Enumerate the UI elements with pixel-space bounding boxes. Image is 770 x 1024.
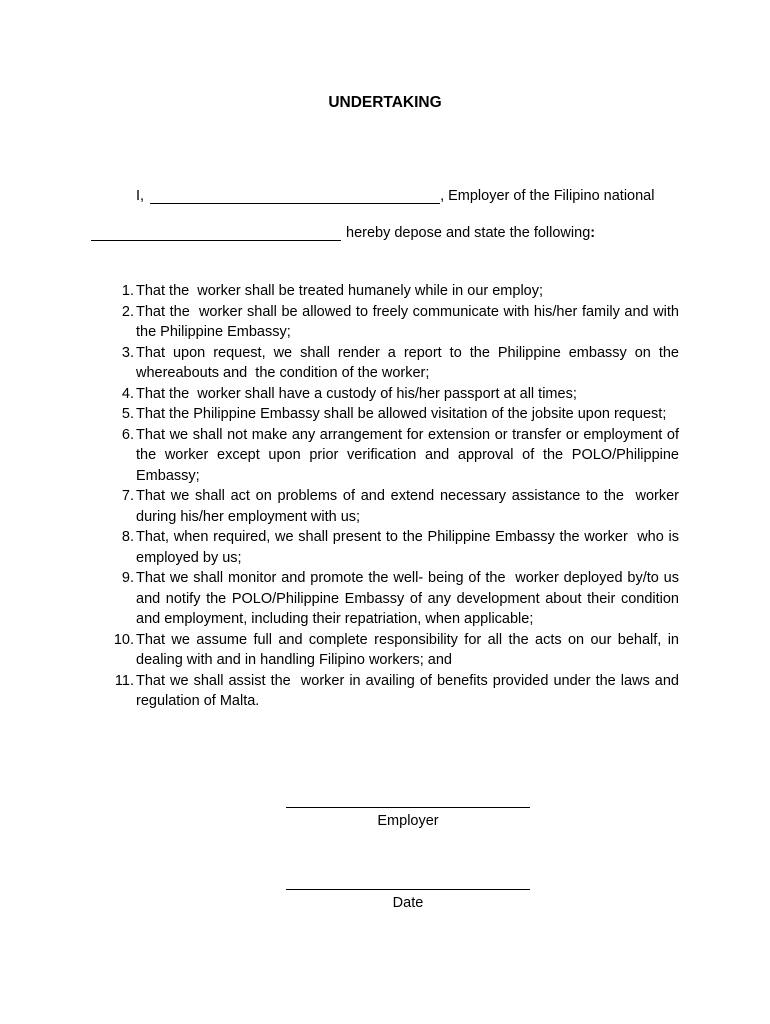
item-text: That we shall monitor and promote the well- being of the worker deployed by/to us and notify the POLO/Philippine Embassy of any development about their condition and employment, including their repatriation, when applicable; [136, 570, 684, 627]
employer-signature-block [286, 807, 530, 829]
item-number: 9. [121, 570, 134, 586]
date-signature-line [286, 889, 530, 890]
list-item [100, 302, 684, 343]
document-title: UNDERTAKING [328, 94, 442, 111]
item-number: 5. [121, 406, 134, 422]
list-item [100, 671, 684, 712]
employer-name-blank [150, 189, 440, 204]
date-label: Date [392, 895, 424, 911]
list-item [100, 384, 679, 405]
employer-signature-line [286, 807, 530, 808]
item-number: 4. [121, 385, 134, 402]
item-number: 6. [121, 426, 134, 443]
list-item [100, 281, 679, 302]
list-item [100, 630, 684, 671]
undertaking-list [100, 281, 684, 712]
item-number: 2. [121, 303, 134, 320]
item-number: 1. [121, 283, 134, 299]
intro-after-blank: , Employer of the Filipino national [440, 188, 655, 204]
list-item [100, 425, 684, 487]
item-text: That we assume full and complete responsibility for all the acts on our behalf, in dealing with and in handling Filipino workers; and [136, 631, 684, 668]
item-number: 7. [121, 488, 134, 504]
intro-prefix: I, [136, 188, 145, 204]
item-number: 10. [113, 631, 134, 648]
item-number: 11. [114, 672, 134, 689]
employer-label: Employer [377, 813, 439, 829]
list-item [100, 404, 679, 425]
item-text: That we shall act on problems of and extend necessary assistance to the worker during his/her employment with us; [136, 488, 684, 525]
intro-line-2-text: hereby depose and state the following [346, 225, 591, 241]
item-text: That the Philippine Embassy shall be allowed visitation of the jobsite upon request; [136, 406, 667, 422]
item-text: That, when required, we shall present to the Philippine Embassy the worker who is employed by us; [136, 529, 684, 566]
date-signature-block [286, 889, 530, 911]
intro-colon: : [590, 225, 596, 241]
item-number: 8. [121, 529, 134, 545]
item-text: That we shall not make any arrangement for extension or transfer or employment of the worker except upon prior verification and approval of the POLO/Philippine Embassy; [136, 426, 684, 484]
item-text: That upon request, we shall render a report to the Philippine embassy on the whereabouts and the condition of the worker; [136, 344, 684, 381]
national-name-blank [91, 226, 341, 241]
item-number: 3. [121, 344, 134, 361]
list-item [100, 343, 684, 384]
list-item [100, 568, 684, 630]
item-text: That we shall assist the worker in availing of benefits provided under the laws and regulation of Malta. [136, 672, 684, 709]
item-text: That the worker shall have a custody of his/her passport at all times; [136, 385, 577, 402]
list-item [100, 486, 684, 527]
intro-line-2 [91, 225, 595, 241]
intro-line-1 [136, 188, 679, 204]
item-text: That the worker shall be treated humanely while in our employ; [136, 283, 544, 299]
item-text: That the worker shall be allowed to freely communicate with his/her family and with the Philippine Embassy; [136, 303, 684, 340]
list-item [100, 527, 684, 568]
